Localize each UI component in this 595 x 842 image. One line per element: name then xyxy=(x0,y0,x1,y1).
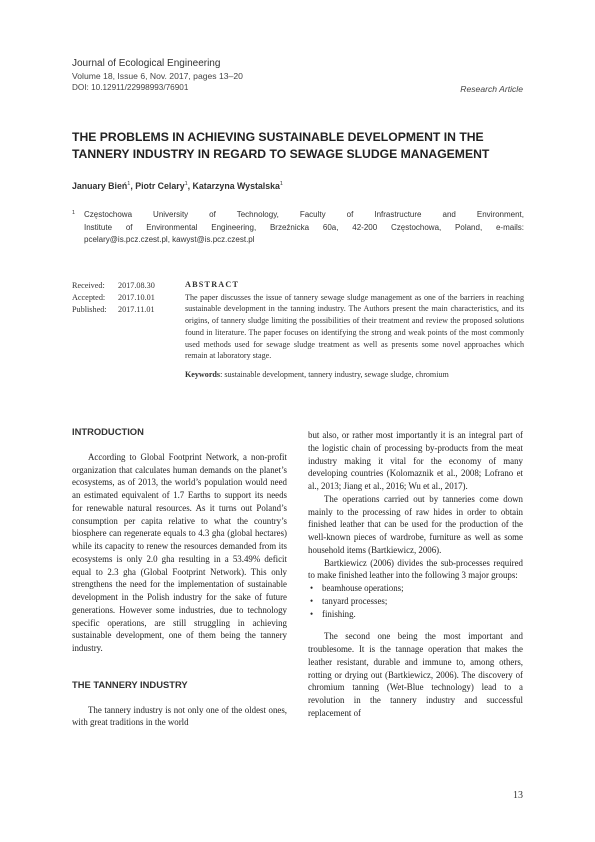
doi: DOI: 10.12911/22998993/76901 xyxy=(72,83,189,92)
bullet-list xyxy=(308,582,523,620)
publication-dates xyxy=(72,280,155,315)
date-row: Published: 2017.11.01 xyxy=(72,304,155,314)
abstract-heading: ABSTRACT xyxy=(185,280,240,289)
affiliation-marker: 1 xyxy=(72,210,76,216)
author: Katarzyna Wystalska$^1$ xyxy=(192,181,283,191)
list-item: • finishing. xyxy=(308,608,523,621)
affiliation xyxy=(72,209,524,247)
date-row: Received: 2017.08.30 xyxy=(72,281,155,290)
author: January Bień$^1$, xyxy=(72,181,136,191)
body-paragraph: Bartkiewicz (2006) divides the sub-processes required to make finished leather into the following 3 major groups: xyxy=(308,557,523,581)
body-paragraph: According to Global Footprint Network, a non-profit organization that calculates human demands on the planet’s ecosystems, as of 2013, the world’s population would need an estimated equivalent of 1.7 Earths to support its needs for renewable natural resources. As it turns out Poland’s consumption per capita relative to what the country’s biosphere can regenerate equals to 4.3 gha (global hectares) while its capacity to renew the resources demanded from its ecosystems is only 2.0 gha resulting in a 53.49% deficit equal to 2.3 gha (Global Footprint Network). This only strengthens the need for the implementation of sustainable development in the Polish industry for the sake of future generations. However some industries, due to technology specific operations, are still struggling in achieving sustainable development, one of them being the tannery industry. xyxy=(72,451,287,653)
list-item: • beamhouse operations; xyxy=(308,582,523,595)
page-number: 13 xyxy=(513,790,523,801)
paper-title: THE PROBLEMS IN ACHIEVING SUSTAINABLE DEVELOPMENT IN THE TANNERY INDUSTRY IN REGARD TO SEWAGE SLUDGE MANAGEMENT xyxy=(72,130,490,161)
body-paragraph: but also, or rather most importantly it is an integral part of the logistic chain of processing by-products from the meat industry making it vital for the economy of many developing countries (Kolomaznik et al., 2008; Lofrano et al., 2013; Jiang et al., 2016; Wu et al., 2017). xyxy=(308,430,523,491)
volume-info: Volume 18, Issue 6, Nov. 2017, pages 13–20 xyxy=(72,71,243,81)
section-heading-introduction: INTRODUCTION xyxy=(72,426,144,437)
date-row: Accepted: 2017.10.01 xyxy=(72,292,155,302)
affiliation-line: Częstochowa University of Technology, Faculty of Infrastructure and Environment, xyxy=(84,210,524,219)
keywords: Keywords: sustainable development, tannery industry, sewage sludge, chromium xyxy=(185,369,449,379)
abstract xyxy=(185,279,524,381)
abstract-text: The paper discusses the issue of tannery sewage sludge management as one of the barriers in reaching sustainable development in the tanning industry. The Authors present the main characteristics, and its origins, of tannery sludge limiting the possibilities of their treatment and review the proposed solutions found in literature. The paper focuses on identifying the strong and weak points of the most commonly used methods used for sewage sludge treatment as well as presents some novel approaches which remain at laboratory stage. xyxy=(185,292,524,361)
author: Piotr Celary$^1$, xyxy=(135,181,193,191)
section-heading-tannery: THE TANNERY INDUSTRY xyxy=(72,678,188,690)
article-type: Research Article xyxy=(460,84,523,94)
body-paragraph: The operations carried out by tanneries come down mainly to the processing of raw hides in order to obtain finished leather that can be used for the production of the well-known pieces of wardrobe, furniture as well as some household items (Bartkiewicz, 2006). xyxy=(308,493,523,555)
right-column xyxy=(308,429,523,720)
journal-name: Journal of Ecological Engineering xyxy=(72,58,221,69)
author-list xyxy=(72,181,283,191)
body-paragraph: The tannery industry is not only one of the oldest ones, with great traditions in the world xyxy=(72,704,287,728)
left-column xyxy=(72,426,287,729)
body-paragraph: The second one being the most important and troublesome. It is the tannage operation that makes the leather resistant, durable and immune to, among others, rotting or drying out (Bartkiewicz, 2006). The discovery of chromium tanning (Wet-Blue technology) lead to a revolution in the tannery industry and successful replacement of xyxy=(308,631,523,718)
affiliation-line: Institute of Environmental Engineering, Brzeźnicka 60a, 42-200 Częstochowa, Poland, e-mails: xyxy=(84,222,524,232)
list-item: • tanyard processes; xyxy=(308,595,523,608)
affiliation-line: pcelary@is.pcz.czest.pl, kawyst@is.pcz.czest.pl xyxy=(84,235,255,244)
